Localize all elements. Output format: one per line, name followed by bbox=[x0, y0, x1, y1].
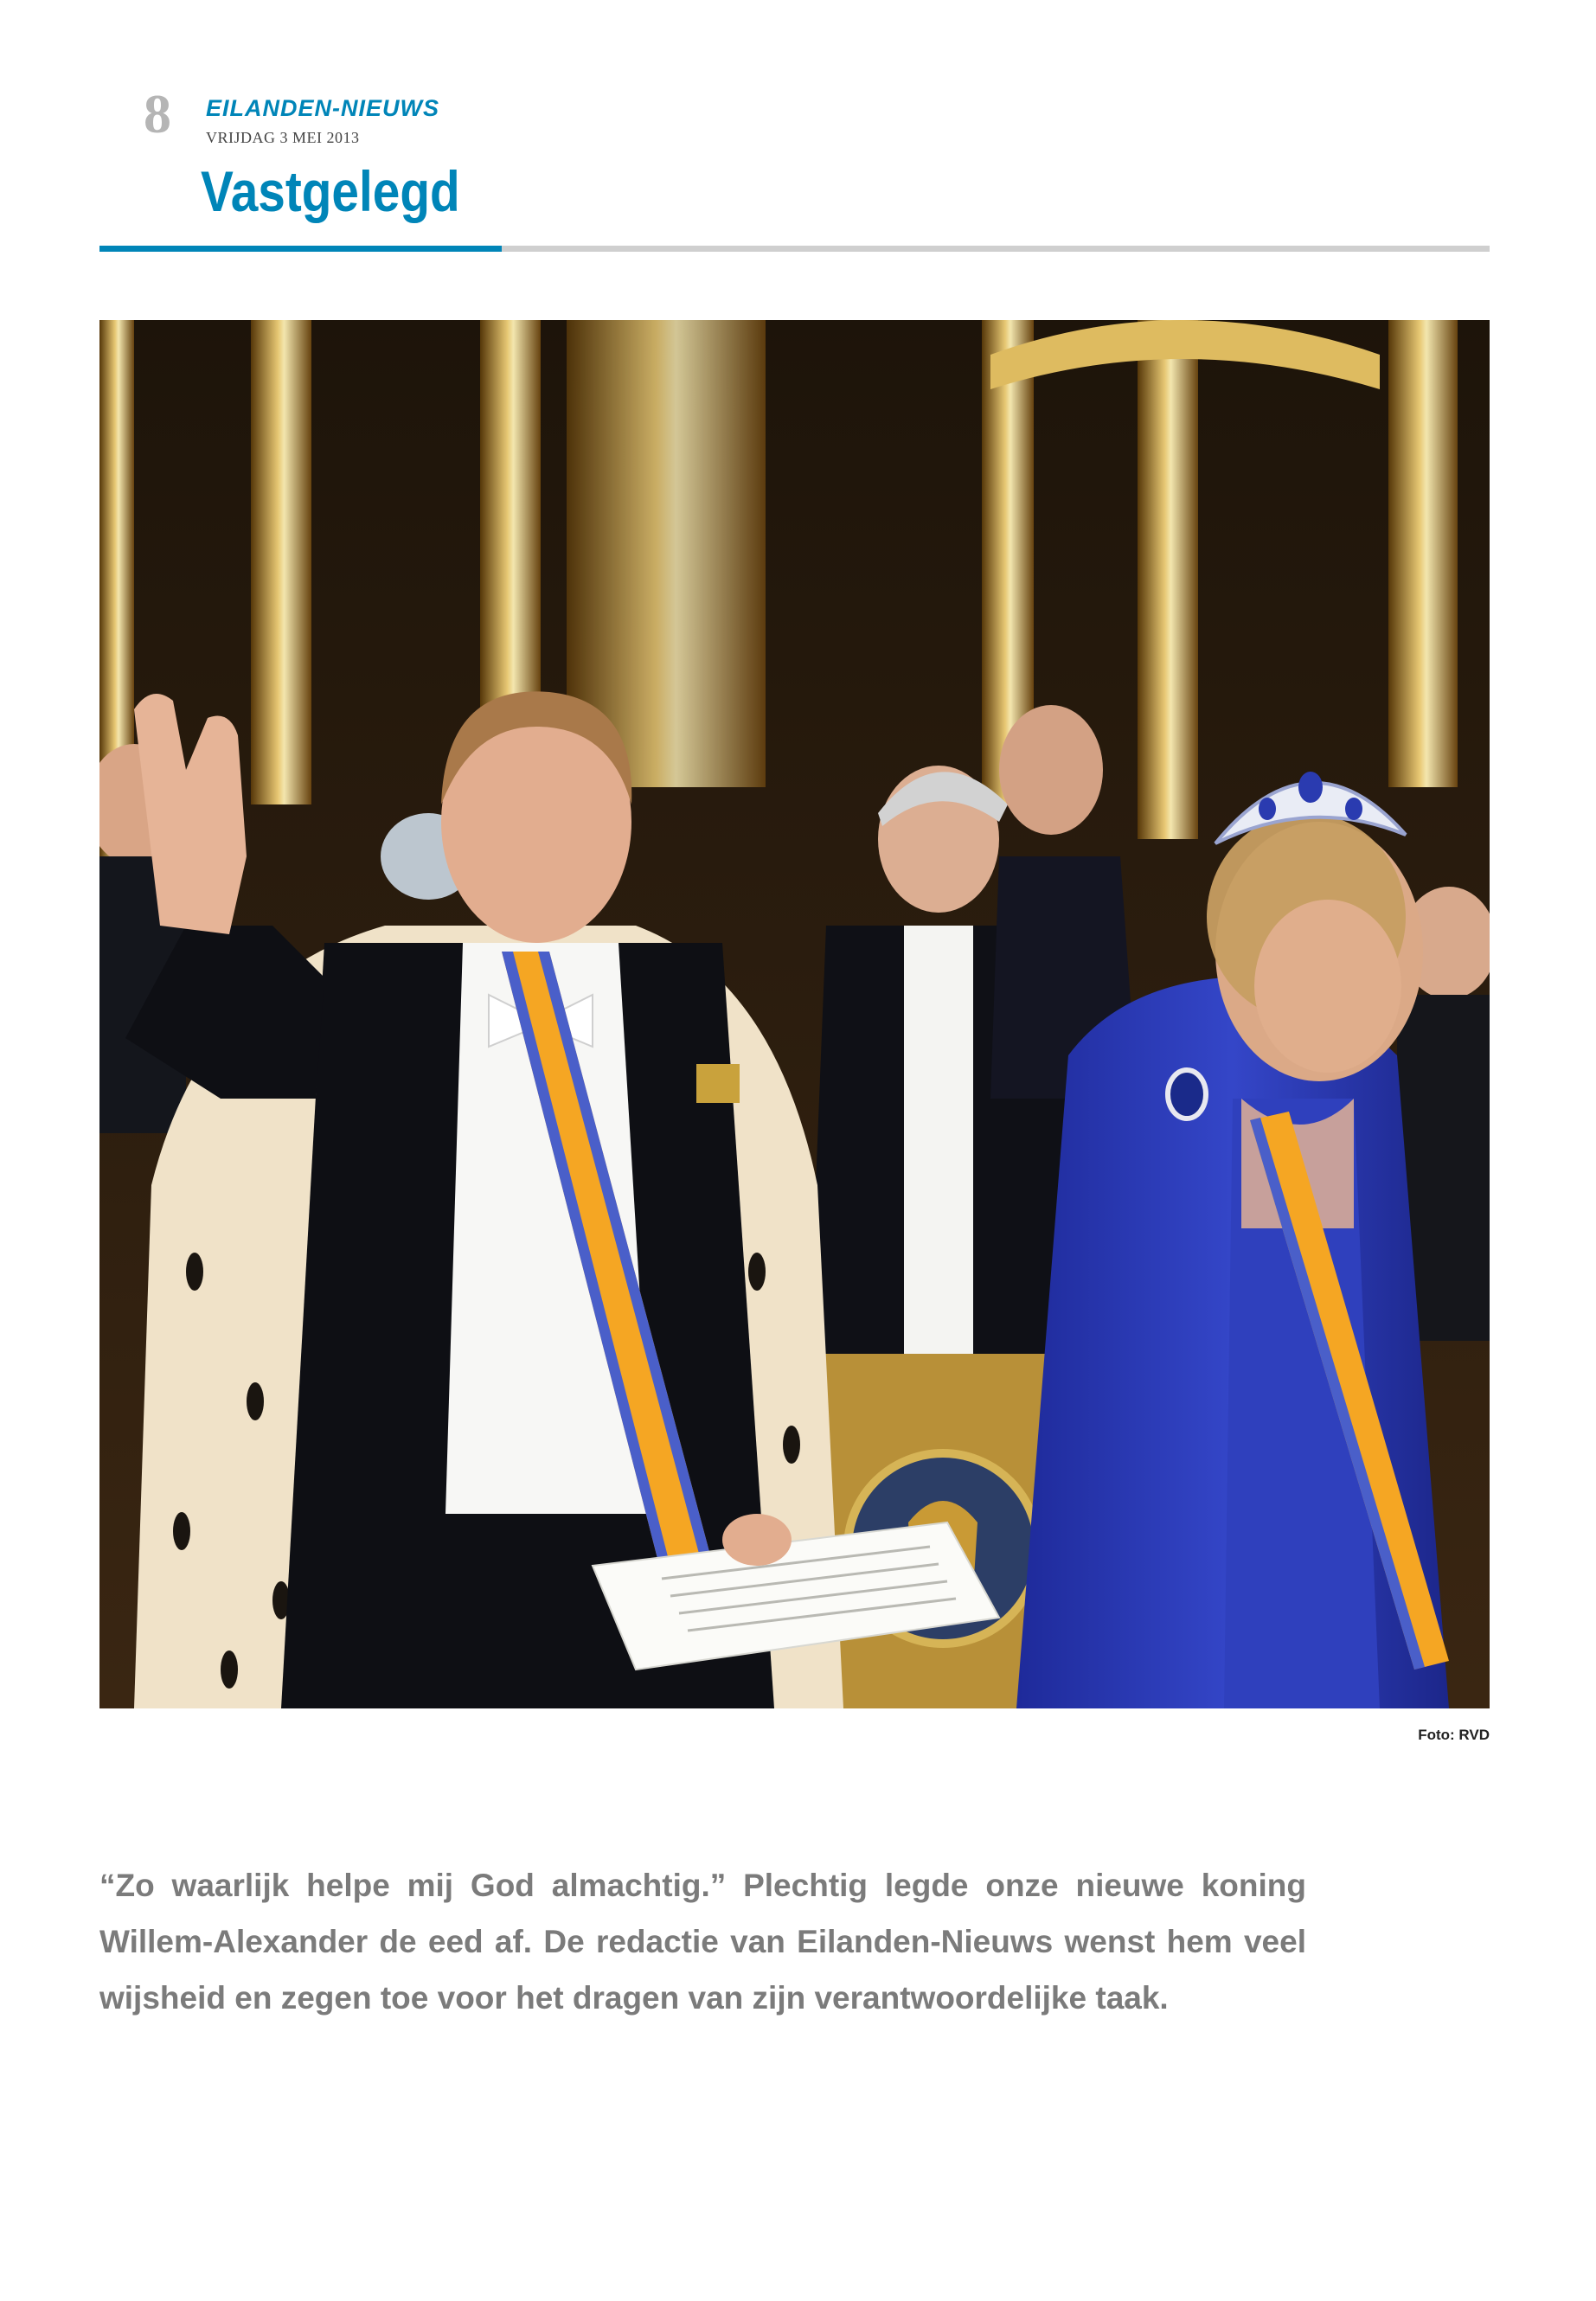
section-title: Vastgelegd bbox=[201, 159, 460, 223]
photo-credit: Foto: RVD bbox=[1418, 1727, 1490, 1743]
page-number: 8 bbox=[144, 83, 171, 144]
section-rule-accent bbox=[99, 246, 502, 252]
issue-date: VRIJDAG 3 MEI 2013 bbox=[206, 129, 360, 146]
royal-oath-photo bbox=[99, 320, 1490, 1708]
photo-caption: “Zo waarlijk helpe mij God almachtig.” Plechtig legde onze nieuwe koning Willem-Alexander de eed af. De redactie van Eilanden-Nieuws wenst hem veel wijsheid en zegen toe voor het dragen van zijn verantwoordelijke taak. bbox=[99, 1868, 1306, 2016]
section-rule bbox=[502, 246, 1490, 252]
publication-masthead: EILANDEN-NIEUWS bbox=[206, 95, 439, 121]
